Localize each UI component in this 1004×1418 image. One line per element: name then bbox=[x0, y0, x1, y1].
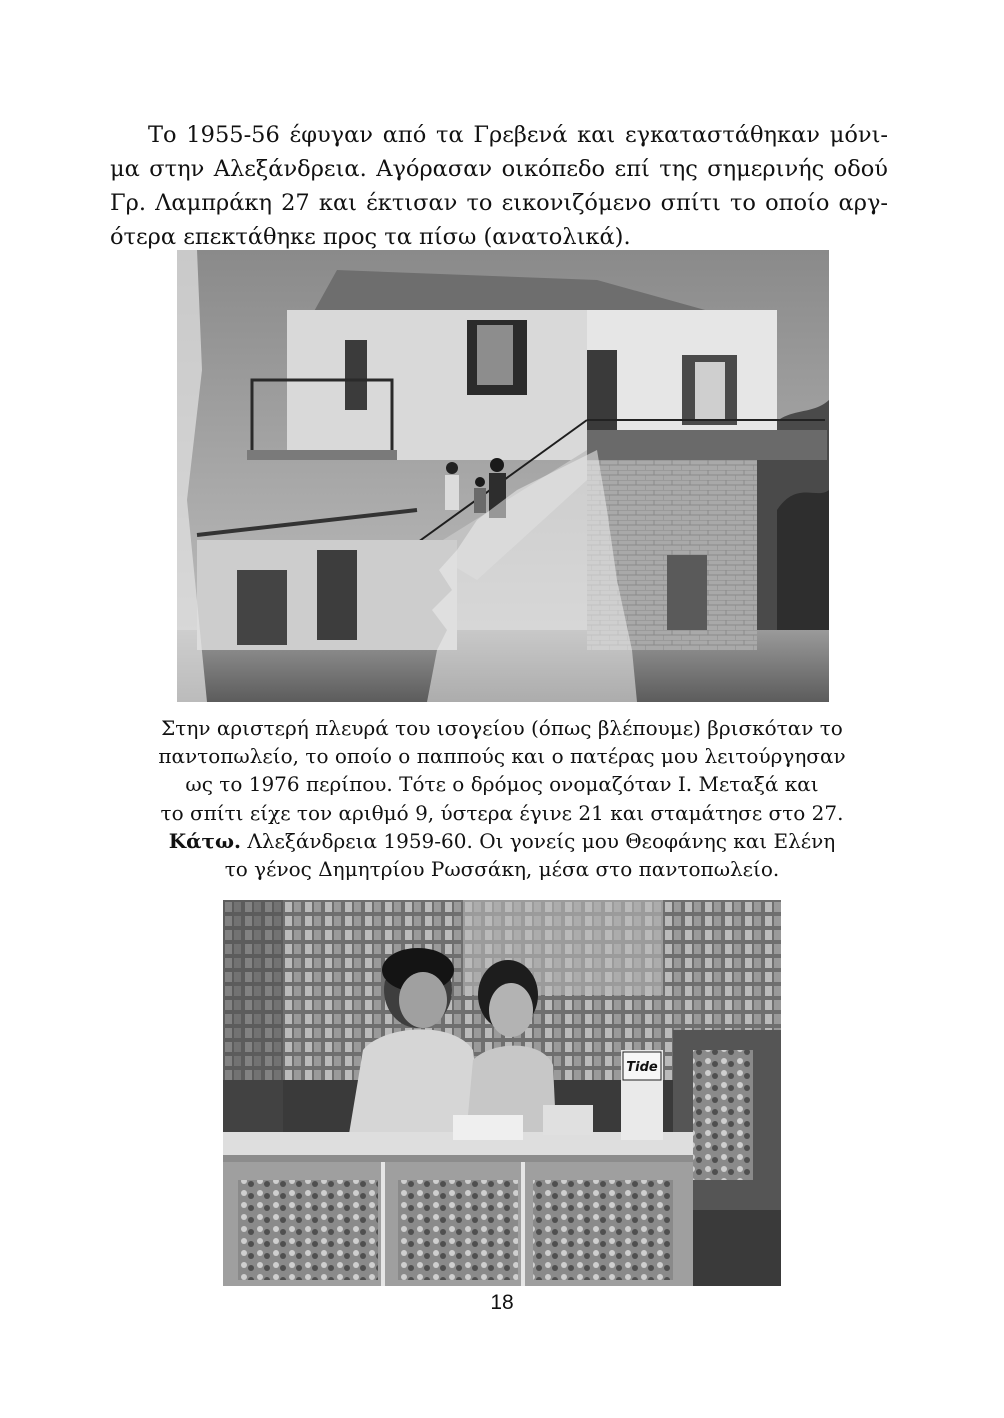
caption-line bbox=[120, 827, 884, 855]
grocery-shop-photo bbox=[223, 900, 781, 1286]
house-photo bbox=[177, 250, 829, 702]
caption-line: το γένος Δημητρίου Ρωσσάκη, μέσα στο παντοπωλείο. bbox=[224, 857, 780, 882]
tide-brand-label: Tide bbox=[626, 1060, 658, 1075]
intro-line: ότερα επεκτάθηκε προς τα πίσω (ανατολικά). bbox=[110, 224, 631, 250]
intro-line: Γρ. Λαμπράκη 27 και έκτισαν το εικονιζόμενο σπίτι το οποίο αργ- bbox=[110, 190, 888, 216]
caption-line: Στην αριστερή πλευρά του ισογείου (όπως βλέπουμε) βρισκόταν το bbox=[161, 716, 843, 740]
caption-line: το σπίτι είχε τον αριθμό 9, ύστερα έγινε 21 και σταμάτησε στο 27. bbox=[160, 800, 844, 825]
photo-caption bbox=[120, 714, 884, 883]
caption-bold-prefix: Κάτω. bbox=[168, 828, 241, 853]
intro-line: μα στην Αλεξάνδρεια. Αγόρασαν οικόπεδο επί της σημερινής οδού bbox=[110, 156, 888, 182]
caption-line-rest: Λλεξάνδρεια 1959-60. Οι γονείς μου Θεοφάνης και Ελένη bbox=[240, 828, 836, 853]
intro-line: Το 1955-56 έφυγαν από τα Γρεβενά και εγκαταστάθηκαν μόνι- bbox=[148, 122, 888, 148]
caption-line: παντοπωλείο, το οποίο ο παππούς και ο πατέρας μου λειτούργησαν bbox=[158, 744, 846, 769]
page-number: 18 bbox=[490, 1291, 514, 1314]
caption-line: ως το 1976 περίπου. Τότε ο δρόμος ονομαζόταν Ι. Μεταξά και bbox=[185, 772, 819, 797]
intro-paragraph bbox=[110, 118, 888, 254]
